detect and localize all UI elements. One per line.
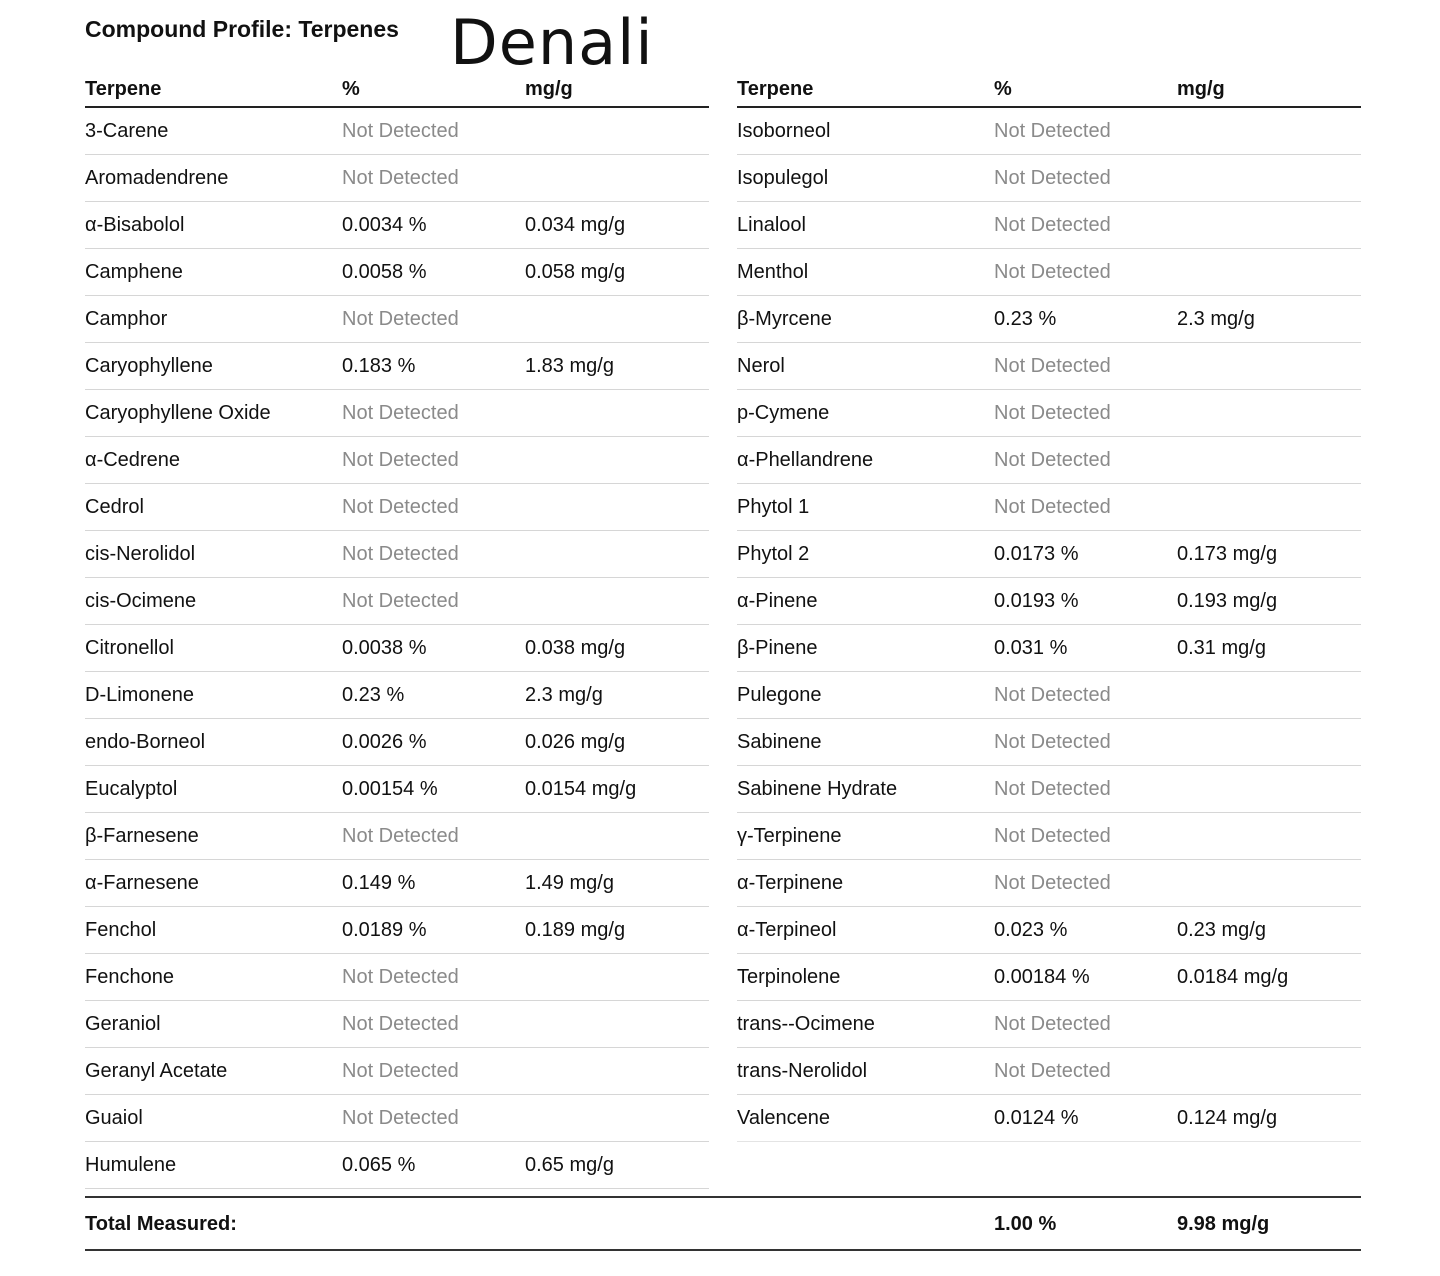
terpene-percent: 0.23 % — [342, 683, 405, 706]
terpene-name: Caryophyllene — [85, 354, 213, 377]
terpene-percent: Not Detected — [994, 213, 1111, 236]
terpene-mg-per-g: 0.23 mg/g — [1177, 918, 1266, 941]
terpene-name: trans--Ocimene — [737, 1012, 875, 1035]
terpene-name: Camphene — [85, 260, 183, 283]
terpene-name: α-Phellandrene — [737, 448, 874, 471]
terpene-name: α-Terpineol — [737, 918, 837, 941]
terpene-percent: Not Detected — [994, 683, 1111, 706]
terpene-percent: Not Detected — [994, 448, 1111, 471]
table-body — [85, 108, 709, 1189]
table-row — [737, 202, 1361, 249]
terpene-mg-per-g: 1.49 mg/g — [525, 871, 614, 894]
terpene-percent: Not Detected — [342, 589, 459, 612]
table-header — [737, 72, 1361, 108]
terpene-percent: 0.00184 % — [994, 965, 1090, 988]
table-row — [737, 860, 1361, 907]
table-row — [737, 1095, 1361, 1142]
table-row — [737, 719, 1361, 766]
terpene-percent: Not Detected — [342, 495, 459, 518]
table-row — [737, 578, 1361, 625]
terpene-name: cis-Nerolidol — [85, 542, 196, 565]
terpene-name: β-Farnesene — [85, 824, 199, 847]
terpene-percent: 0.031 % — [994, 636, 1068, 659]
terpene-name: Aromadendrene — [85, 166, 229, 189]
terpene-name: Camphor — [85, 307, 168, 330]
terpene-mg-per-g: 0.173 mg/g — [1177, 542, 1278, 565]
table-row — [737, 343, 1361, 390]
terpene-percent: 0.0193 % — [994, 589, 1079, 612]
terpene-mg-per-g: 0.0184 mg/g — [1177, 965, 1289, 988]
table-row — [737, 954, 1361, 1001]
terpene-percent: Not Detected — [342, 1012, 459, 1035]
page-title: Compound Profile: Terpenes — [85, 16, 399, 42]
terpene-mg-per-g: 0.31 mg/g — [1177, 636, 1266, 659]
table-row — [737, 249, 1361, 296]
terpene-percent: 0.183 % — [342, 354, 416, 377]
terpene-name: Geraniol — [85, 1012, 161, 1035]
header-mg-per-g: mg/g — [1177, 77, 1225, 100]
table-row — [85, 766, 709, 813]
terpene-percent: Not Detected — [994, 119, 1111, 142]
terpene-name: trans-Nerolidol — [737, 1059, 868, 1082]
table-row — [85, 625, 709, 672]
terpene-mg-per-g: 0.058 mg/g — [525, 260, 626, 283]
terpene-table-left — [85, 72, 709, 1189]
table-row — [85, 296, 709, 343]
terpene-mg-per-g: 1.83 mg/g — [525, 354, 614, 377]
terpene-percent: Not Detected — [994, 401, 1111, 424]
header-mg-per-g: mg/g — [525, 77, 573, 100]
terpene-percent: Not Detected — [342, 1106, 459, 1129]
terpene-percent: Not Detected — [342, 1059, 459, 1082]
terpene-percent: 0.149 % — [342, 871, 416, 894]
terpene-table-right — [737, 72, 1361, 1142]
terpene-percent: 0.0189 % — [342, 918, 427, 941]
table-row — [737, 155, 1361, 202]
terpene-name: Guaiol — [85, 1106, 143, 1129]
total-mg-per-g: 9.98 mg/g — [1177, 1213, 1270, 1235]
terpene-name: Fenchone — [85, 965, 174, 988]
table-row — [85, 578, 709, 625]
total-divider-top — [85, 1196, 1361, 1198]
table-row — [85, 108, 709, 155]
header-terpene: Terpene — [737, 77, 814, 100]
table-row — [85, 1048, 709, 1095]
terpene-name: cis-Ocimene — [85, 589, 197, 612]
terpene-percent: Not Detected — [994, 777, 1111, 800]
terpene-mg-per-g: 0.124 mg/g — [1177, 1106, 1278, 1129]
terpene-percent: 0.065 % — [342, 1153, 416, 1176]
terpene-name: Phytol 2 — [737, 542, 810, 565]
terpene-name: Valencene — [737, 1106, 831, 1129]
table-row — [737, 437, 1361, 484]
terpene-percent: 0.023 % — [994, 918, 1068, 941]
terpene-percent: 0.0034 % — [342, 213, 427, 236]
terpene-percent: Not Detected — [342, 307, 459, 330]
table-row — [85, 484, 709, 531]
terpene-name: α-Terpinene — [737, 871, 844, 894]
terpene-percent: 0.0038 % — [342, 636, 427, 659]
terpene-percent: Not Detected — [994, 1059, 1111, 1082]
terpene-name: α-Pinene — [737, 589, 818, 612]
terpene-percent: Not Detected — [342, 166, 459, 189]
terpene-percent: 0.0058 % — [342, 260, 427, 283]
terpene-percent: 0.0124 % — [994, 1106, 1079, 1129]
table-row — [85, 954, 709, 1001]
terpene-percent: Not Detected — [342, 824, 459, 847]
terpene-mg-per-g: 0.65 mg/g — [525, 1153, 614, 1176]
terpene-percent: Not Detected — [342, 965, 459, 988]
terpene-percent: Not Detected — [994, 730, 1111, 753]
terpene-name: γ-Terpinene — [737, 824, 842, 847]
table-row — [737, 108, 1361, 155]
table-row — [85, 202, 709, 249]
table-row — [85, 343, 709, 390]
total-label: Total Measured: — [85, 1213, 237, 1235]
terpene-name: p-Cymene — [737, 401, 830, 424]
table-row — [85, 155, 709, 202]
terpene-name: α-Cedrene — [85, 448, 180, 471]
terpene-name: Humulene — [85, 1153, 177, 1176]
table-row — [85, 813, 709, 860]
terpene-name: α-Farnesene — [85, 871, 199, 894]
terpene-name: Menthol — [737, 260, 809, 283]
table-row — [85, 907, 709, 954]
terpene-name: Nerol — [737, 354, 785, 377]
table-row — [737, 625, 1361, 672]
table-row — [85, 531, 709, 578]
handwritten-strain-label: Denali — [450, 6, 654, 79]
table-row — [737, 1001, 1361, 1048]
terpene-percent: Not Detected — [994, 495, 1111, 518]
terpene-name: Isoborneol — [737, 119, 831, 142]
terpene-percent: Not Detected — [342, 448, 459, 471]
terpene-name: Isopulegol — [737, 166, 829, 189]
terpene-mg-per-g: 2.3 mg/g — [525, 683, 603, 706]
table-row — [737, 907, 1361, 954]
terpene-name: Citronellol — [85, 636, 174, 659]
table-row — [737, 766, 1361, 813]
terpene-name: Phytol 1 — [737, 495, 810, 518]
terpene-name: Linalool — [737, 213, 806, 236]
terpene-percent: Not Detected — [994, 166, 1111, 189]
table-row — [737, 531, 1361, 578]
terpene-percent: Not Detected — [994, 871, 1111, 894]
terpene-mg-per-g: 0.189 mg/g — [525, 918, 626, 941]
table-row — [85, 390, 709, 437]
terpene-percent: Not Detected — [994, 260, 1111, 283]
table-row — [737, 1048, 1361, 1095]
total-divider-bottom — [85, 1249, 1361, 1251]
terpene-percent: 0.0173 % — [994, 542, 1079, 565]
table-row — [85, 1095, 709, 1142]
terpene-percent: Not Detected — [994, 824, 1111, 847]
terpene-percent: 0.0026 % — [342, 730, 427, 753]
terpene-mg-per-g: 0.038 mg/g — [525, 636, 626, 659]
table-header — [85, 72, 709, 108]
total-percent: 1.00 % — [994, 1213, 1057, 1235]
table-row — [85, 437, 709, 484]
terpene-name: Geranyl Acetate — [85, 1059, 228, 1082]
terpene-name: endo-Borneol — [85, 730, 206, 753]
terpene-mg-per-g: 0.034 mg/g — [525, 213, 626, 236]
terpene-name: α-Bisabolol — [85, 213, 185, 236]
terpene-name: Caryophyllene Oxide — [85, 401, 271, 424]
table-row — [737, 813, 1361, 860]
terpene-percent: Not Detected — [994, 354, 1111, 377]
terpene-percent: Not Detected — [342, 542, 459, 565]
terpene-name: D-Limonene — [85, 683, 194, 706]
terpene-percent: 0.23 % — [994, 307, 1057, 330]
terpene-name: 3-Carene — [85, 119, 169, 142]
terpene-name: β-Pinene — [737, 636, 818, 659]
terpene-mg-per-g: 0.193 mg/g — [1177, 589, 1278, 612]
table-row — [85, 1142, 709, 1189]
terpene-mg-per-g: 0.0154 mg/g — [525, 777, 637, 800]
terpene-percent: Not Detected — [994, 1012, 1111, 1035]
table-body — [737, 108, 1361, 1142]
terpene-percent: Not Detected — [342, 119, 459, 142]
terpene-mg-per-g: 2.3 mg/g — [1177, 307, 1255, 330]
header-terpene: Terpene — [85, 77, 162, 100]
terpene-name: Pulegone — [737, 683, 822, 706]
terpene-name: Cedrol — [85, 495, 144, 518]
terpene-name: Fenchol — [85, 918, 157, 941]
terpene-percent: 0.00154 % — [342, 777, 438, 800]
table-row — [737, 484, 1361, 531]
table-row — [85, 249, 709, 296]
table-row — [85, 860, 709, 907]
terpene-name: Sabinene — [737, 730, 822, 753]
table-row — [85, 1001, 709, 1048]
terpene-name: Eucalyptol — [85, 777, 178, 800]
terpene-percent: Not Detected — [342, 401, 459, 424]
header-percent: % — [342, 77, 360, 100]
table-row — [85, 719, 709, 766]
terpene-name: Terpinolene — [737, 965, 841, 988]
header-percent: % — [994, 77, 1012, 100]
table-row — [737, 390, 1361, 437]
terpene-name: Sabinene Hydrate — [737, 777, 898, 800]
terpene-mg-per-g: 0.026 mg/g — [525, 730, 626, 753]
table-row — [737, 672, 1361, 719]
terpene-name: β-Myrcene — [737, 307, 832, 330]
table-row — [85, 672, 709, 719]
table-row — [737, 296, 1361, 343]
